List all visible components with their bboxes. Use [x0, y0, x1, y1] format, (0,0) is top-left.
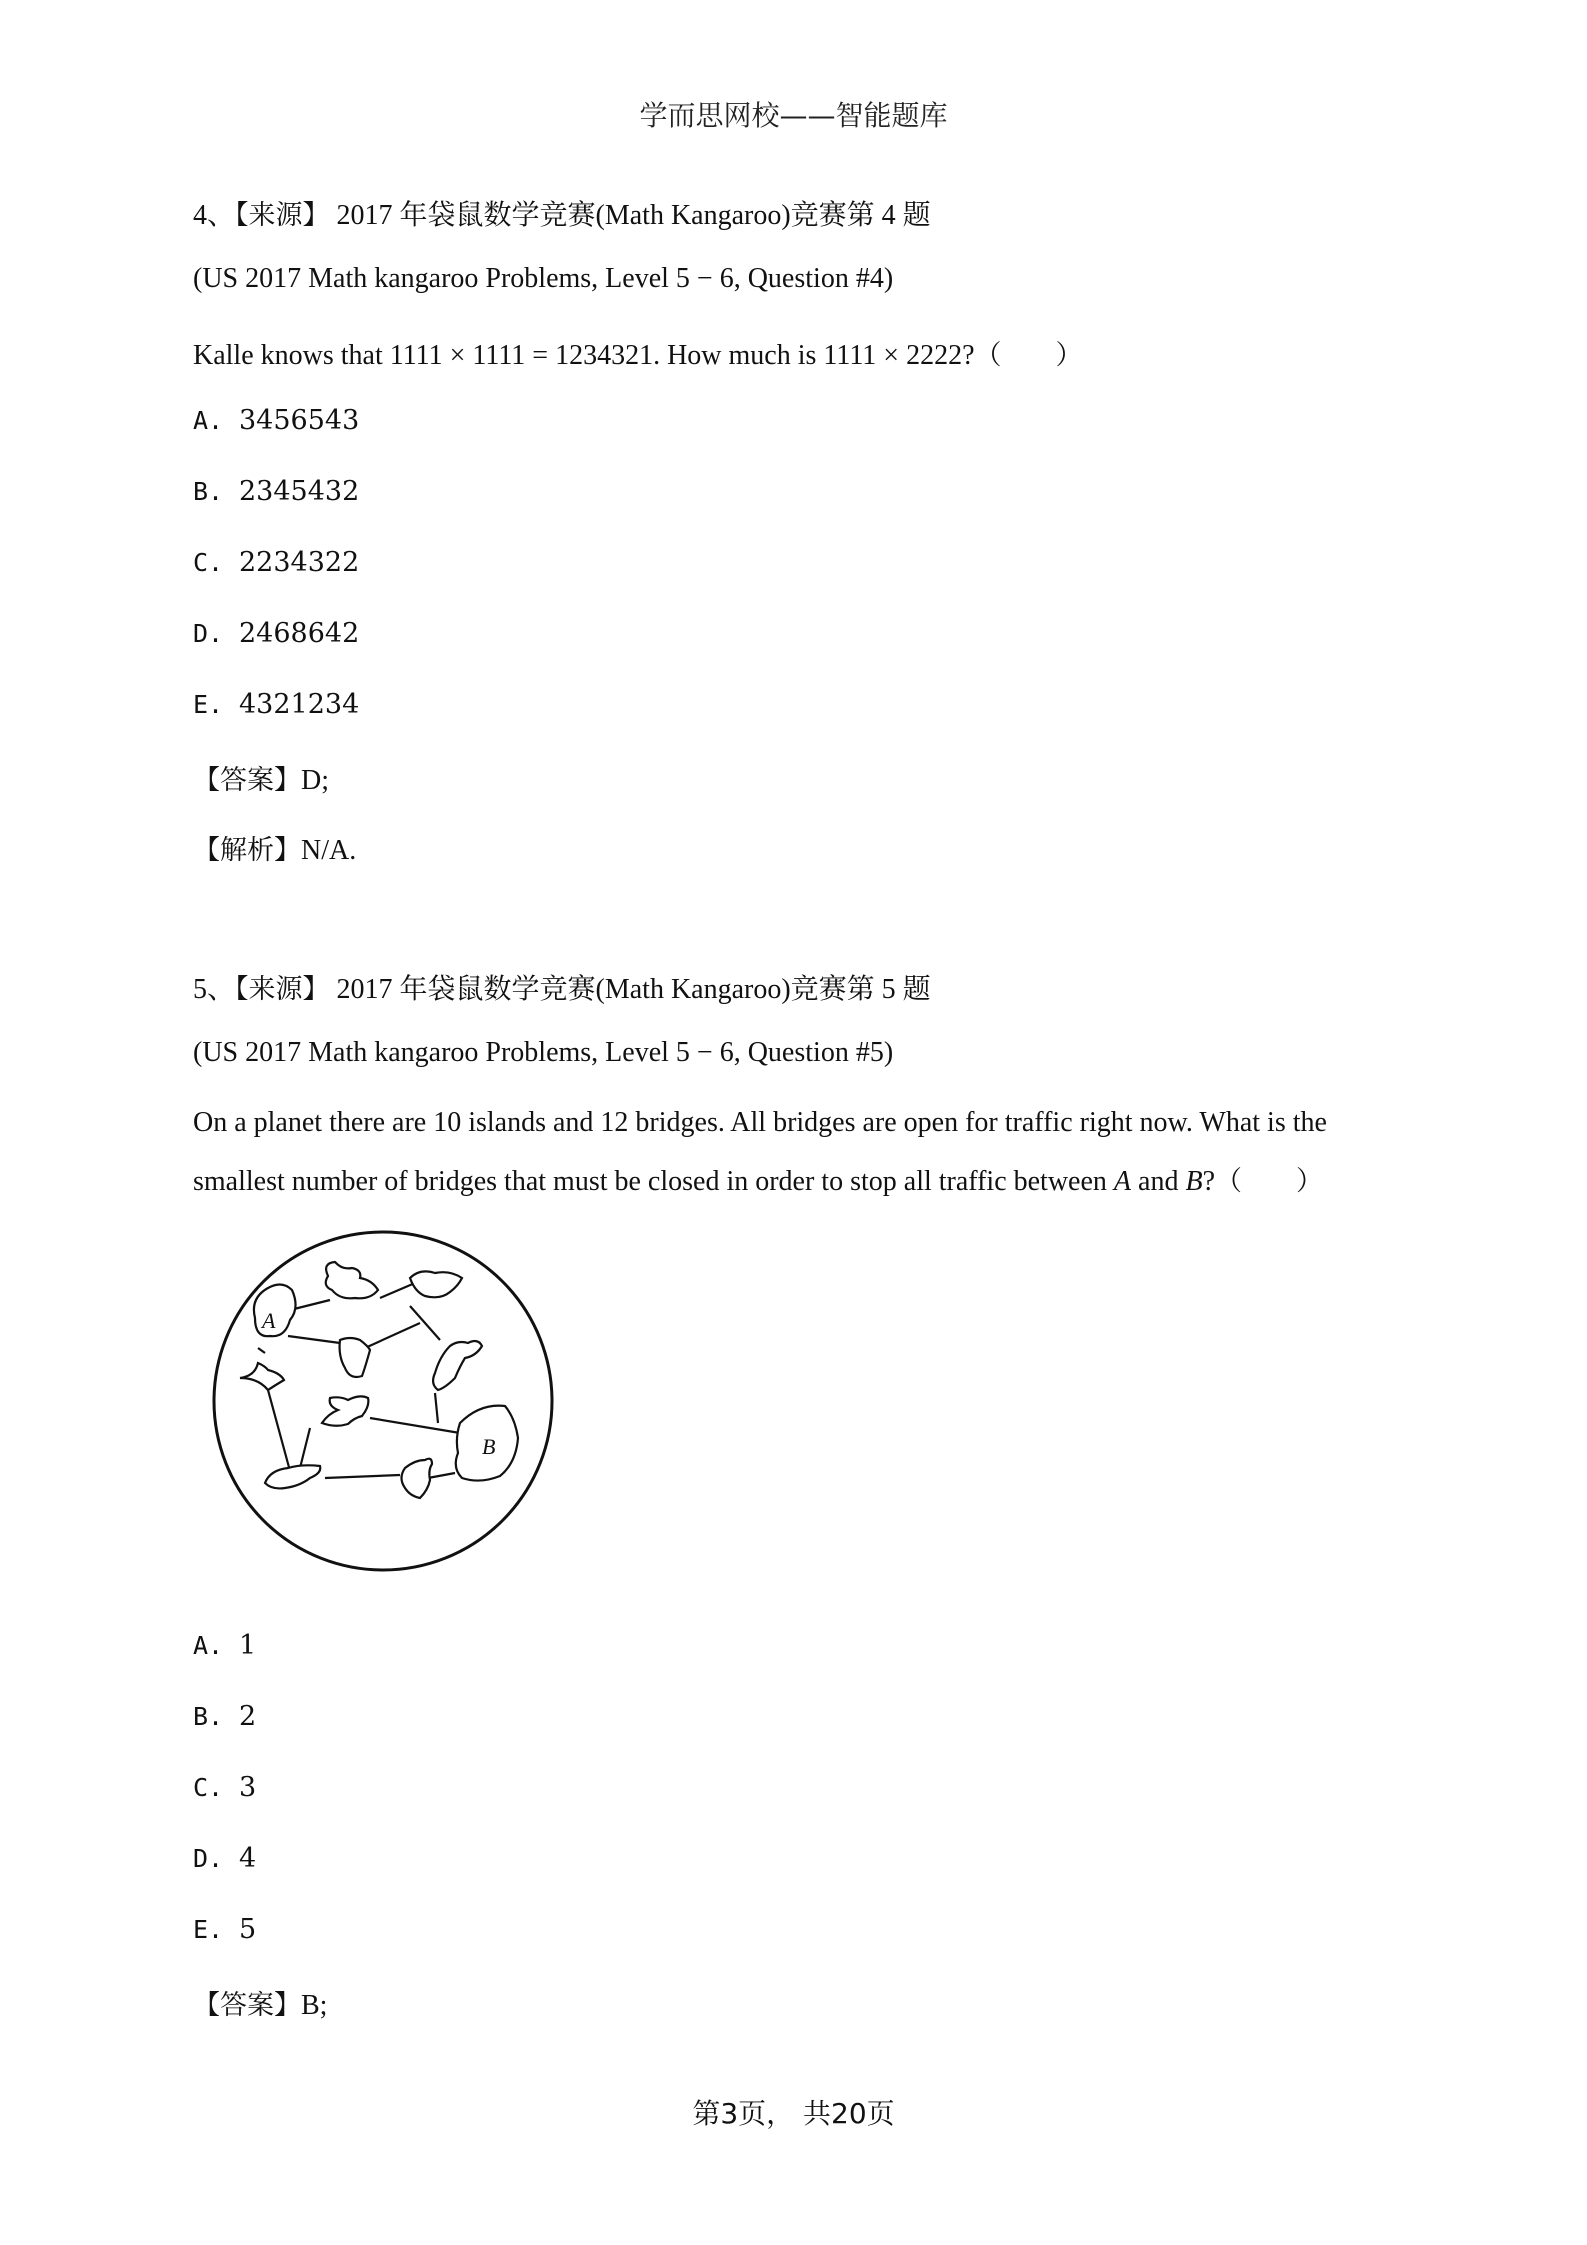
- option-letter: B.: [193, 1702, 224, 1731]
- q5-answer-value: B;: [301, 1990, 328, 2021]
- label-a: A: [262, 1308, 276, 1333]
- option-value: 2: [239, 1701, 257, 1732]
- page-footer: 第3页， 共20页: [692, 2097, 895, 2130]
- option-letter: C.: [193, 548, 224, 577]
- q4-analysis-value: N/A.: [301, 835, 357, 866]
- option-letter: A.: [193, 1631, 224, 1660]
- islands-bridges-figure: [210, 1228, 560, 1578]
- q4-question-line: [193, 333, 1083, 372]
- q5-option-b: [193, 1701, 256, 1733]
- option-letter: E.: [193, 1915, 224, 1944]
- q4-analysis: [193, 828, 356, 867]
- q4-source-tag: 【来源】: [235, 200, 330, 231]
- option-value: 1: [239, 1630, 257, 1661]
- q4-analysis-tag: 【解析】: [193, 835, 301, 866]
- page-header: 学而思网校——智能题库: [639, 99, 948, 132]
- var-b: B: [1185, 1166, 1203, 1197]
- q4-answer-value: D;: [301, 765, 329, 796]
- option-value: 4321234: [239, 689, 360, 720]
- var-a: A: [1113, 1166, 1132, 1197]
- option-letter: C.: [193, 1773, 224, 1802]
- q5-option-e: [193, 1914, 256, 1946]
- q4-option-e: [193, 689, 359, 721]
- q4-question: Kalle knows that 1111 × 1111 = 1234321. How much is 1111 × 2222?: [193, 340, 975, 371]
- option-value: 5: [239, 1914, 257, 1945]
- q5-option-a: [193, 1630, 256, 1662]
- q4-blank: （ ）: [974, 340, 1083, 371]
- q4-source-line: [193, 193, 931, 233]
- option-letter: D.: [193, 619, 224, 648]
- q5-source-line: [193, 967, 931, 1007]
- q4-option-c: [193, 547, 359, 579]
- question-mark: ?: [1202, 1166, 1216, 1197]
- option-value: 2345432: [239, 476, 360, 507]
- option-value: 4: [239, 1843, 257, 1874]
- q5-sub-source: (US 2017 Math kangaroo Problems, Level 5 − 6, Question #5): [193, 1037, 894, 1068]
- and-word: and: [1131, 1166, 1186, 1197]
- q5-question-text: smallest number of bridges that must be closed in order to stop all traffic between: [193, 1166, 1114, 1197]
- q5-answer: [193, 1983, 327, 2022]
- option-value: 2234322: [239, 547, 360, 578]
- option-letter: E.: [193, 690, 224, 719]
- option-value: 2468642: [239, 618, 360, 649]
- q5-question-line1: On a planet there are 10 islands and 12 bridges. All bridges are open for traffic right now. What is the: [193, 1107, 1327, 1138]
- q5-source: 2017 年袋鼠数学竞赛(Math Kangaroo)竞赛第 5 题: [336, 974, 931, 1005]
- q5-answer-tag: 【答案】: [193, 1990, 301, 2021]
- q4-option-a: [193, 405, 359, 437]
- q5-number: 5、: [193, 974, 236, 1005]
- planet-circle: [214, 1232, 552, 1570]
- q4-source: 2017 年袋鼠数学竞赛(Math Kangaroo)竞赛第 4 题: [336, 200, 931, 231]
- option-letter: A.: [193, 406, 224, 435]
- q4-number: 4、: [193, 200, 236, 231]
- q4-option-d: [193, 618, 359, 650]
- q5-blank: （ ）: [1215, 1166, 1324, 1197]
- q5-option-c: [193, 1772, 256, 1804]
- option-letter: D.: [193, 1844, 224, 1873]
- q4-sub-source: (US 2017 Math kangaroo Problems, Level 5 − 6, Question #4): [193, 263, 894, 294]
- q5-question-line2: [193, 1159, 1323, 1198]
- label-b: B: [482, 1434, 496, 1459]
- q5-option-d: [193, 1843, 256, 1875]
- option-value: 3: [239, 1772, 257, 1803]
- q5-source-tag: 【来源】: [235, 974, 330, 1005]
- option-value: 3456543: [239, 405, 360, 436]
- q4-option-b: [193, 476, 359, 508]
- option-letter: B.: [193, 477, 224, 506]
- q4-answer: [193, 758, 329, 797]
- q4-answer-tag: 【答案】: [193, 765, 301, 796]
